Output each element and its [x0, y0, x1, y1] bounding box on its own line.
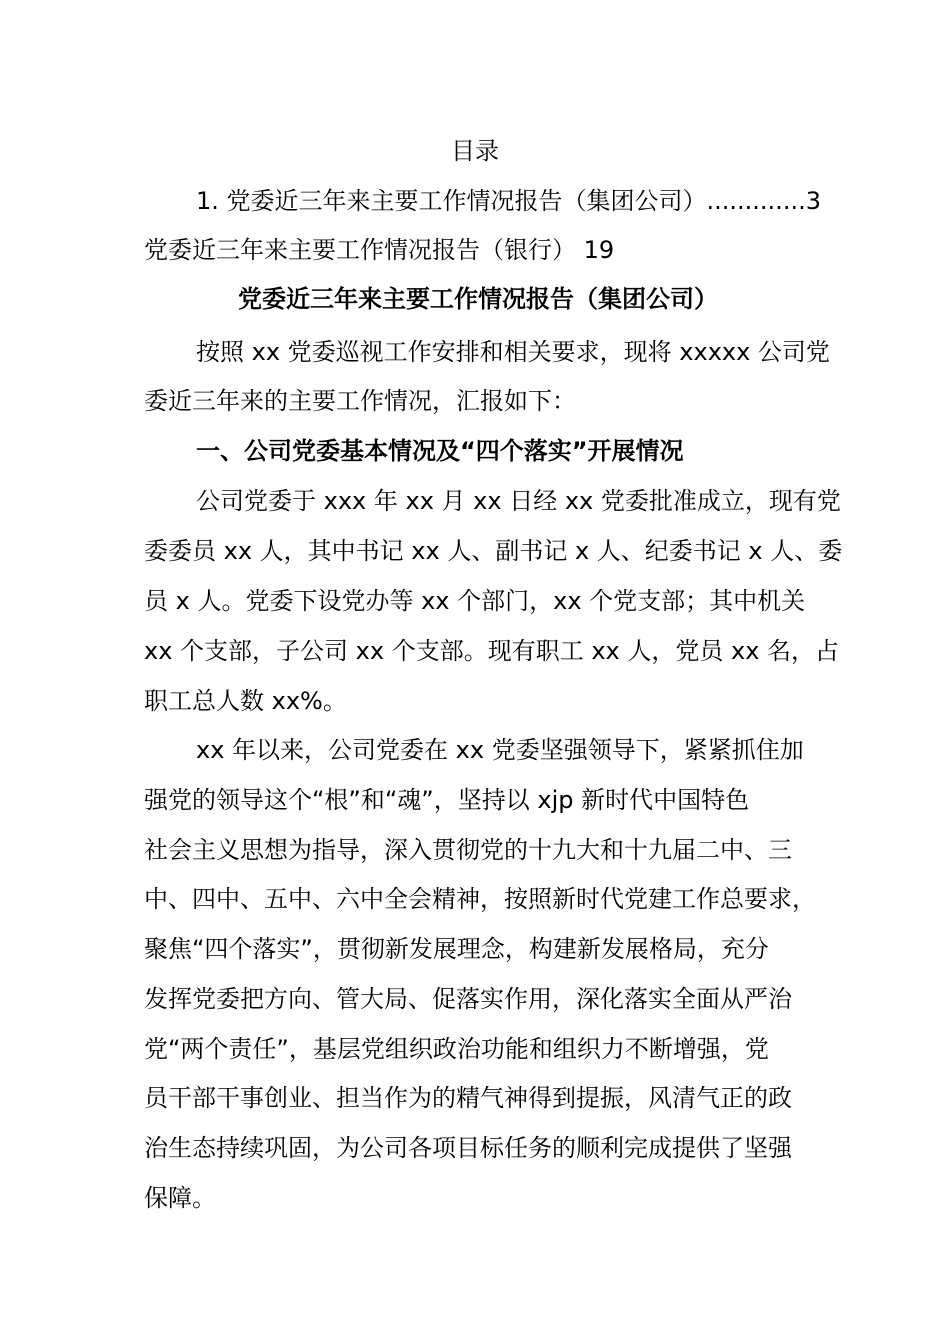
- paragraph-line: 员 x 人。党委下设党办等 xx 个部门，xx 个党支部；其中机关: [144, 587, 806, 615]
- paragraph-line: 聚焦“四个落实”，贯彻新发展理念，构建新发展格局，充分: [144, 935, 769, 963]
- paragraph-line: 强党的领导这个“根”和“魂”，坚持以 xjp 新时代中国特色: [144, 786, 750, 814]
- paragraph-line: 公司党委于 xxx 年 xx 月 xx 日经 xx 党委批准成立，现有党: [196, 487, 841, 515]
- section-heading: 一、公司党委基本情况及“四个落实”开展情况: [196, 437, 684, 465]
- intro-line: 委近三年来的主要工作情况，汇报如下：: [144, 387, 576, 415]
- toc-entry-1[interactable]: 1. 党委近三年来主要工作情况报告（集团公司）.............3: [196, 187, 821, 215]
- paragraph-line: 党“两个责任”，基层党组织政治功能和组织力不断增强，党: [144, 1035, 769, 1063]
- toc-entry-2[interactable]: 党委近三年来主要工作情况报告（银行） 19: [144, 236, 615, 264]
- report-title: 党委近三年来主要工作情况报告（集团公司）: [238, 285, 718, 313]
- paragraph-line: 社会主义思想为指导，深入贯彻党的十九大和十九届二中、三: [144, 836, 792, 864]
- paragraph-line: 中、四中、五中、六中全会精神，按照新时代党建工作总要求，: [144, 885, 816, 913]
- paragraph-line: 治生态持续巩固，为公司各项目标任务的顺利完成提供了坚强: [144, 1134, 792, 1162]
- toc-title: 目录: [451, 137, 499, 165]
- paragraph-line: 职工总人数 xx%。: [144, 687, 347, 715]
- paragraph-line: 员干部干事创业、担当作为的精气神得到提振，风清气正的政: [144, 1084, 792, 1112]
- paragraph-line: 委委员 xx 人，其中书记 xx 人、副书记 x 人、纪委书记 x 人、委: [144, 537, 843, 565]
- paragraph-line: 发挥党委把方向、管大局、促落实作用，深化落实全面从严治: [144, 985, 792, 1013]
- paragraph-line: xx 年以来，公司党委在 xx 党委坚强领导下，紧紧抓住加: [196, 736, 804, 764]
- paragraph-line: xx 个支部，子公司 xx 个支部。现有职工 xx 人，党员 xx 名，占: [144, 637, 840, 665]
- intro-line: 按照 xx 党委巡视工作安排和相关要求，现将 xxxxx 公司党: [196, 338, 830, 366]
- paragraph-line: 保障。: [144, 1184, 216, 1212]
